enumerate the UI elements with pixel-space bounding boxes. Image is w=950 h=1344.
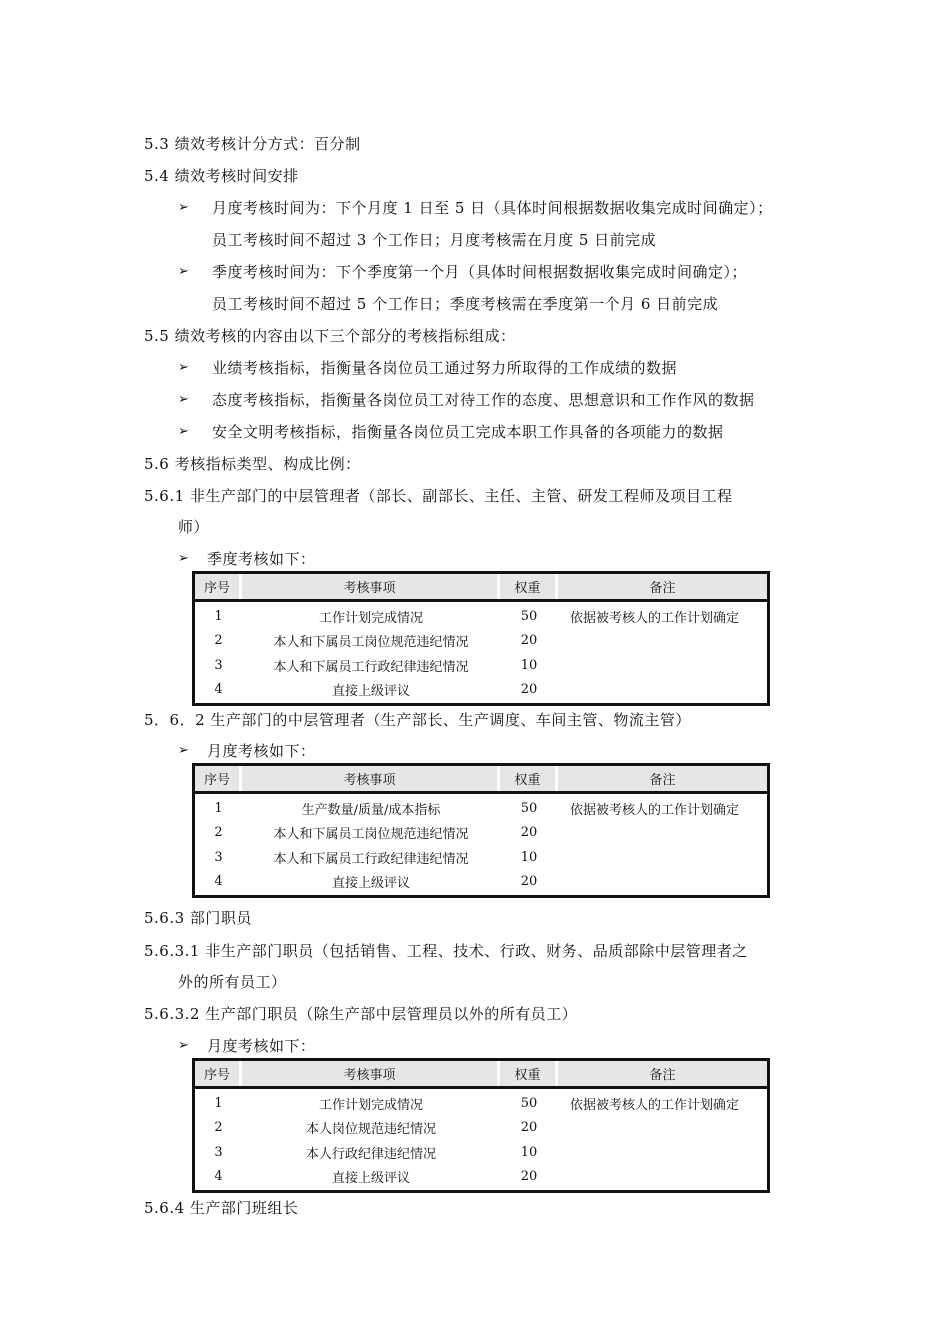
paragraph-5-6-3-1: 5.6.3.1 非生产部门职员（包括销售、工程、技术、行政、财务、品质部除中层管理者之 bbox=[144, 942, 748, 960]
cell-no: 1 bbox=[214, 1095, 223, 1111]
cell-item: 本人和下属员工岗位规范违纪情况 bbox=[273, 635, 469, 651]
bullet-arrow-icon: ➢ bbox=[178, 743, 189, 758]
bullet-arrow-icon: ➢ bbox=[178, 200, 189, 215]
cell-note: 依据被考核人的工作计划确定 bbox=[570, 802, 740, 818]
table-row bbox=[195, 845, 767, 870]
paragraph-5-6-2: 5．6．2 生产部门的中层管理者（生产部长、生产调度、车间主管、物流主管） bbox=[144, 711, 691, 729]
cell-note bbox=[558, 821, 767, 846]
cell-weight: 20 bbox=[520, 1169, 538, 1185]
table-row bbox=[195, 796, 767, 821]
header-no: 序号 bbox=[195, 766, 242, 791]
header-note: 备注 bbox=[558, 574, 767, 599]
paragraph-5-5: 5.5 绩效考核的内容由以下三个部分的考核指标组成： bbox=[144, 327, 516, 345]
table-row bbox=[195, 604, 767, 629]
table-row bbox=[195, 653, 767, 678]
cell-weight: 10 bbox=[520, 657, 538, 673]
cell-weight: 20 bbox=[520, 825, 538, 841]
quarterly-schedule-text-cont: 员工考核时间不超过 5 个工作日；季度考核需在季度第一个月 6 日前完成 bbox=[212, 295, 719, 313]
bullet-arrow-icon: ➢ bbox=[178, 1038, 189, 1053]
cell-no: 2 bbox=[214, 1120, 223, 1136]
cell-weight: 50 bbox=[520, 800, 538, 816]
table-row bbox=[195, 629, 767, 654]
bullet-arrow-icon: ➢ bbox=[178, 264, 189, 279]
cell-item: 工作计划完成情况 bbox=[318, 1097, 423, 1113]
table-row bbox=[195, 1091, 767, 1116]
cell-weight: 20 bbox=[520, 1120, 538, 1136]
bullet-arrow-icon: ➢ bbox=[178, 360, 189, 375]
cell-item: 工作计划完成情况 bbox=[318, 610, 423, 626]
cell-weight: 20 bbox=[520, 682, 538, 698]
cell-note: 依据被考核人的工作计划确定 bbox=[570, 610, 740, 626]
cell-note bbox=[558, 1165, 767, 1190]
cell-no: 3 bbox=[214, 1144, 223, 1160]
monthly-review-label: 月度考核如下： bbox=[207, 742, 316, 760]
paragraph-5-6-1: 5.6.1 非生产部门的中层管理者（部长、副部长、主任、主管、研发工程师及项目工程 bbox=[144, 487, 733, 505]
cell-no: 2 bbox=[214, 633, 223, 649]
paragraph-5-6-3: 5.6.3 部门职员 bbox=[144, 909, 252, 927]
assessment-table-3 bbox=[192, 1058, 770, 1193]
attitude-indicator-text: 态度考核指标，指衡量各岗位员工对待工作的态度、思想意识和工作作风的数据 bbox=[212, 391, 755, 409]
cell-note bbox=[558, 1116, 767, 1141]
cell-no: 1 bbox=[214, 800, 223, 816]
cell-weight: 20 bbox=[520, 633, 538, 649]
table-row bbox=[195, 870, 767, 895]
table-header bbox=[195, 574, 767, 602]
cell-note: 依据被考核人的工作计划确定 bbox=[570, 1097, 740, 1113]
monthly-schedule-text: 月度考核时间为：下个月度 1 日至 5 日（具体时间根据数据收集完成时间确定）； bbox=[212, 199, 773, 217]
cell-item: 本人行政纪律违纪情况 bbox=[305, 1146, 436, 1162]
table-row bbox=[195, 1140, 767, 1165]
bullet-arrow-icon: ➢ bbox=[178, 392, 189, 407]
cell-no: 3 bbox=[214, 849, 223, 865]
cell-no: 1 bbox=[214, 608, 223, 624]
table-row bbox=[195, 821, 767, 846]
cell-no: 4 bbox=[214, 874, 223, 890]
cell-item: 直接上级评议 bbox=[331, 1171, 410, 1187]
cell-note bbox=[558, 870, 767, 895]
header-item: 考核事项 bbox=[242, 574, 500, 599]
paragraph-5-3: 5.3 绩效考核计分方式：百分制 bbox=[144, 135, 361, 153]
paragraph-5-6: 5.6 考核指标类型、构成比例： bbox=[144, 455, 361, 473]
table-row bbox=[195, 1116, 767, 1141]
table-header bbox=[195, 766, 767, 794]
cell-weight: 10 bbox=[520, 1144, 538, 1160]
header-weight: 权重 bbox=[500, 574, 558, 599]
cell-note bbox=[558, 629, 767, 654]
table-row bbox=[195, 678, 767, 703]
cell-note bbox=[558, 653, 767, 678]
cell-note bbox=[558, 678, 767, 703]
header-weight: 权重 bbox=[500, 766, 558, 791]
cell-item: 直接上级评议 bbox=[331, 684, 410, 700]
quarterly-schedule-text: 季度考核时间为：下个季度第一个月（具体时间根据数据收集完成时间确定）； bbox=[212, 263, 748, 281]
cell-no: 4 bbox=[214, 1169, 223, 1185]
cell-item: 直接上级评议 bbox=[331, 876, 410, 892]
header-note: 备注 bbox=[558, 1061, 767, 1086]
header-item: 考核事项 bbox=[242, 766, 500, 791]
bullet-arrow-icon: ➢ bbox=[178, 551, 189, 566]
paragraph-5-4: 5.4 绩效考核时间安排 bbox=[144, 167, 299, 185]
header-no: 序号 bbox=[195, 1061, 242, 1086]
performance-indicator-text: 业绩考核指标，指衡量各岗位员工通过努力所取得的工作成绩的数据 bbox=[212, 359, 678, 377]
assessment-table-2 bbox=[192, 763, 770, 898]
paragraph-5-6-3-1-cont: 外的所有员工） bbox=[178, 973, 287, 991]
cell-item: 本人和下属员工行政纪律违纪情况 bbox=[273, 659, 469, 675]
paragraph-5-6-1-cont: 师） bbox=[178, 518, 210, 536]
cell-no: 4 bbox=[214, 682, 223, 698]
table-header bbox=[195, 1061, 767, 1089]
cell-weight: 20 bbox=[520, 874, 538, 890]
paragraph-5-6-4: 5.6.4 生产部门班组长 bbox=[144, 1199, 299, 1217]
monthly-schedule-text-cont: 员工考核时间不超过 3 个工作日；月度考核需在月度 5 日前完成 bbox=[212, 231, 657, 249]
assessment-table-1 bbox=[192, 571, 770, 706]
cell-weight: 50 bbox=[520, 608, 538, 624]
cell-item: 生产数量/质量/成本指标 bbox=[301, 802, 441, 818]
safety-indicator-text: 安全文明考核指标，指衡量各岗位员工完成本职工作具备的各项能力的数据 bbox=[212, 423, 724, 441]
header-note: 备注 bbox=[558, 766, 767, 791]
cell-no: 2 bbox=[214, 825, 223, 841]
cell-no: 3 bbox=[214, 657, 223, 673]
table-row bbox=[195, 1165, 767, 1190]
cell-note bbox=[558, 1140, 767, 1165]
paragraph-5-6-3-2: 5.6.3.2 生产部门职员（除生产部中层管理员以外的所有员工） bbox=[144, 1005, 578, 1023]
cell-weight: 50 bbox=[520, 1095, 538, 1111]
cell-weight: 10 bbox=[520, 849, 538, 865]
cell-item: 本人和下属员工行政纪律违纪情况 bbox=[273, 851, 469, 867]
quarterly-review-label: 季度考核如下： bbox=[207, 550, 316, 568]
header-no: 序号 bbox=[195, 574, 242, 599]
cell-note bbox=[558, 845, 767, 870]
bullet-arrow-icon: ➢ bbox=[178, 424, 189, 439]
cell-item: 本人岗位规范违纪情况 bbox=[305, 1122, 436, 1138]
monthly-review-label-2: 月度考核如下： bbox=[207, 1037, 316, 1055]
cell-item: 本人和下属员工岗位规范违纪情况 bbox=[273, 827, 469, 843]
header-item: 考核事项 bbox=[242, 1061, 500, 1086]
header-weight: 权重 bbox=[500, 1061, 558, 1086]
